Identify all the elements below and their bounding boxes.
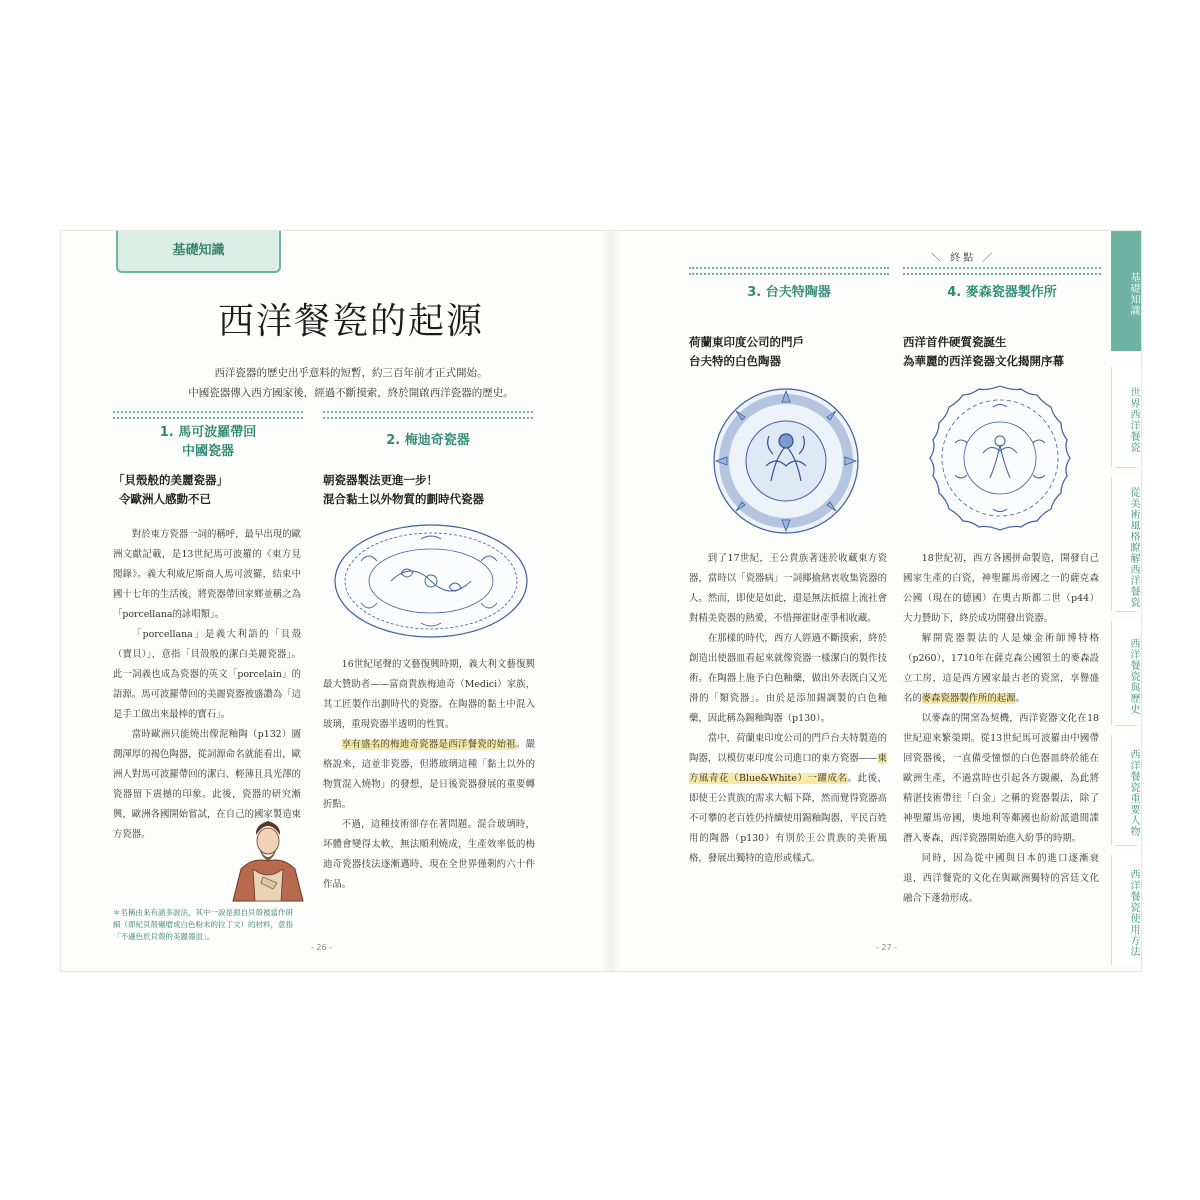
thumb-tab-divider [1115, 845, 1137, 846]
intro-line-1: 西洋瓷器的歷史出乎意料的短暫，約三百年前才正式開始。 [214, 367, 488, 379]
section4-subheading [903, 333, 1108, 371]
section1-subheading-line1: 「貝殼般的美麗瓷器」 [113, 473, 228, 487]
section4-body [903, 549, 1099, 909]
category-tab-label: 基礎知識 [116, 231, 281, 273]
footnote-line-3: 「不遜色於貝殼的美麗器皿」。 [113, 932, 215, 941]
section2-paragraph-2 [323, 735, 535, 815]
meissen-plate-illustration [925, 383, 1075, 533]
section4-paragraph-2-lead: 解開瓷器製法的人是煉金術師博特格（p260），1710年在薩克森公國領土的麥森設立工房，這是西方國家最古老的瓷窯，享譽盛名的 [903, 633, 1099, 704]
section3-divider [689, 267, 889, 275]
section3-body [689, 549, 887, 869]
section4-subheading-line1: 西洋首件硬質瓷誕生 [903, 335, 1007, 349]
right-page-number: - 27 - [876, 943, 898, 952]
section1-paragraph-3: 當時歐洲只能燒出像泥釉陶（p132）圖潤渾厚的褐色陶器，從詞源命名就能看出，歐洲人對馬可波羅帶回的潔白、輕薄且具光澤的瓷器留下震撼的印象。此後，瓷器的研究漸興，歐洲各國開始嘗試，在自己的國家製造東方瓷器。 [113, 729, 301, 840]
thumb-tab-divider [1115, 611, 1137, 612]
thumb-tab-divider [1115, 467, 1137, 468]
section2-subheading-line1: 朝瓷器製法更進一步！ [323, 473, 438, 487]
section2-heading: 2. 梅迪奇瓷器 [386, 433, 470, 448]
book-spread [60, 230, 1142, 972]
section2-paragraph-2-rest: 。嚴格說來，這並非瓷器，但將玻璃這種「黏土以外的物質混入燒物」的發想，是日後瓷器發展的重要轉折點。 [323, 739, 535, 810]
section4-paragraph-4: 同時，因為從中國與日本的進口逐漸衰退，西洋餐瓷的文化在與歐洲獨特的宮廷文化融合下蓬勃形成。 [903, 853, 1099, 904]
section2-divider [323, 411, 533, 419]
section4-paragraph-2 [903, 629, 1099, 709]
intro-text [121, 363, 581, 403]
section1-heading-line1: 1. 馬可波羅帶回 [159, 425, 257, 440]
thumb-tab-usage[interactable]: 西洋餐瓷使用方法 [1111, 855, 1141, 965]
section2-paragraph-3: 不過，這種技術卻存在著問題。混合玻璃時，坏體會變得太軟，無法順利燒成，生產效率低的梅迪奇瓷器技法逐漸邁時，現在全世界僅剩約六十件作品。 [323, 819, 535, 890]
thumb-tab-basics[interactable]: 基礎知識 [1111, 231, 1141, 351]
thumb-tab-key-people[interactable]: 西洋餐瓷重要人物 [1111, 735, 1141, 845]
left-page-number: - 26 - [311, 943, 333, 952]
section3-subheading [689, 333, 899, 371]
section3-paragraph-1: 到了17世紀，王公貴族著迷於收藏東方瓷器，當時以「瓷器病」一詞揶揄熱衷收集瓷器的人。然而，即使是如此，還是無法抵擋上流社會對精美瓷器的熱愛，不惜揮霍財產爭相收藏。 [689, 553, 887, 624]
section1-paragraph-1: 對於東方瓷器一詞的稱呼，最早出現的歐洲文獻記載，是13世紀馬可波羅的《東方見聞錄》。義大利威尼斯商人馬可波羅，結束中國十七年的生活後，將瓷器帶回家鄉並稱之為「porcellana的詠唱類」。 [113, 529, 301, 620]
footnote-line-2: 細（即紀貝殼碾磨成白色粉末的拉丁文）的材料，意指 [113, 920, 293, 929]
section4-subheading-line2: 為華麗的西洋瓷器文化揭開序幕 [903, 354, 1064, 368]
section4-paragraph-2-end: 。 [1015, 693, 1025, 704]
section2-subheading-line2: 混合黏土以外物質的劃時代瓷器 [323, 492, 484, 506]
section3-subheading-line2: 台夫特的白色陶器 [689, 354, 781, 368]
section1-subheading [113, 471, 303, 509]
intro-line-2: 中國瓷器傳入西方國家後，經過不斷摸索，終於開啟西洋瓷器的歷史。 [188, 387, 514, 399]
section2-highlight: 享有盛名的梅迪奇瓷器是西洋餐瓷的始祖 [341, 739, 516, 750]
section1-divider [113, 411, 303, 419]
thumb-tab-art-style[interactable]: 從美術風格瞭解西洋餐瓷 [1111, 477, 1141, 611]
section1-body [113, 525, 301, 845]
section3-paragraph-3-rest: 。此後，即使王公貴族的需求大幅下降，然而覺得瓷器高不可攀的老百姓仍持續使用錫釉陶器，平民百姓用的陶器（p130）有別於王公貴族的美術風格，發展出獨特的造形或樣式。 [689, 773, 887, 864]
section2-subheading [323, 471, 543, 509]
footnote-caption [113, 907, 313, 943]
page-gutter [601, 231, 621, 971]
section1-heading-line2: 中國瓷器 [181, 444, 234, 459]
section4-paragraph-1: 18世紀初，西方各國拼命製造，開發自己國家生產的白瓷，神聖羅馬帝國之一的薩克森公國（現在的德國）在奧古斯都二世（p44）大力贊助下，終於成功開發出瓷器。 [903, 553, 1099, 624]
section2-body [323, 655, 535, 895]
thumb-tab-history[interactable]: 西洋餐瓷與歷史 [1111, 621, 1141, 725]
section4-highlight: 麥森瓷器製作所的起源 [921, 693, 1016, 704]
page-title: 西洋餐瓷的起源 [217, 301, 484, 342]
section3-paragraph-3 [689, 729, 887, 869]
thumb-tab-divider [1115, 725, 1137, 726]
footnote-line-1: ＊名稱由來有諸多說法，其中一說是源自貝殼被當作研 [113, 908, 293, 917]
section4-heading: 4. 麥森瓷器製作所 [947, 285, 1057, 300]
section3-heading: 3. 台夫特陶器 [747, 285, 831, 300]
thumb-tab-world-tableware[interactable]: 世界西洋餐瓷 [1111, 367, 1141, 467]
finale-label: ＼ 終點 ／ [931, 253, 996, 264]
section4-divider [903, 267, 1101, 275]
section1-subheading-line2: 令歐洲人感動不已 [119, 492, 211, 506]
section1-paragraph-2: 「porcellana」是義大利語的「貝殼（寶貝）」，意指「貝殼般的潔白美麗瓷器」。此一詞義也成為瓷器的英文「porcelain」的語源。馬可波羅帶回的美麗瓷器被盛讚為「這是手工做出來最棒的寶石」。 [113, 629, 301, 720]
section2-paragraph-1: 16世紀尾聲的文藝復興時期，義大利文藝復興最大贊助者——富商貴族梅迪奇（Medici）家族，其工匠製作出劃時代的瓷器。在陶器的黏土中混入玻璃，重現瓷器半透明的性質。 [323, 659, 535, 730]
marco-polo-illustration [223, 811, 313, 903]
section3-paragraph-3-lead: 當中，荷蘭東印度公司的門戶台夫特製造的陶器，以模仿東印度公司進口的東方瓷器—— [689, 733, 887, 764]
section3-highlight: 東方風青花（Blue&White）一躍成名 [689, 753, 887, 784]
section1-heading [113, 423, 303, 461]
section3-paragraph-2: 在那樣的時代，西方人經過不斷摸索，終於創造出使器皿看起來就像瓷器一樣潔白的製作技術。在陶器上施予白色釉藥，做出外表既白又光滑的「類瓷器」。由於是添加錫調製的白色釉藥，因此稱為錫釉陶器（p130）。 [689, 633, 887, 724]
thumb-index-tabs [1111, 231, 1141, 971]
section4-paragraph-3: 以麥森的開窯為契機，西洋瓷器文化在18世紀迎來繁榮期。從13世紀馬可波羅由中國帶回瓷器後，一直備受憧憬的白色器皿終於能在歐洲生產，不過當時也引起各方覬覦，為此將精湛技術帶往「白金」之稱的瓷器製法，除了神聖羅馬帝國，奧地利等鄰國也紛紛派遣間諜潛入麥森，西洋瓷器開始進入紛爭的時期。 [903, 713, 1099, 844]
delft-plate-illustration [711, 386, 861, 536]
section3-subheading-line1: 荷蘭東印度公司的門戶 [689, 335, 804, 349]
medici-porcelain-dish-illustration [331, 521, 531, 641]
